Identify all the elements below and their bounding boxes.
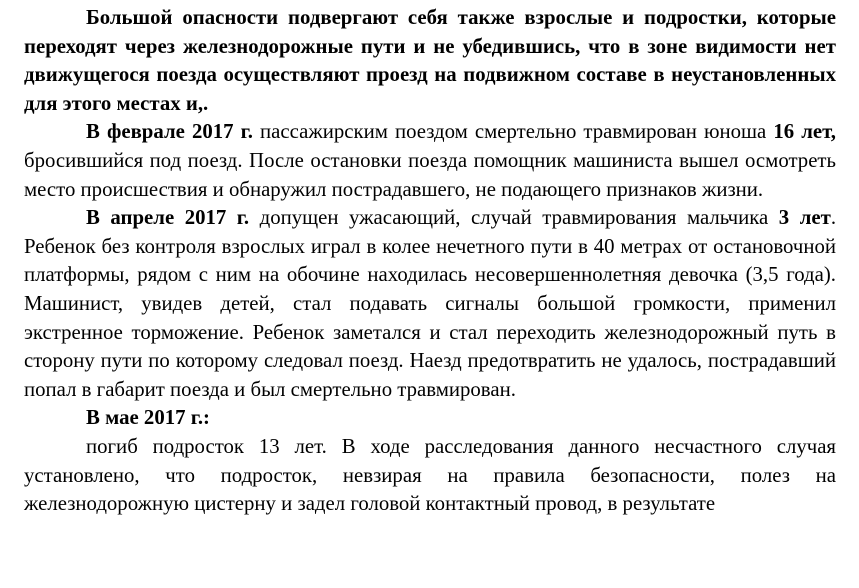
april-age: 3 лет — [778, 206, 831, 230]
intro-paragraph: Большой опасности подвергают себя также взрослые и подростки, которые переходят через железнодорожные пути и не убедившись, что в зоне видимости нет движущегося поезда осуществляют проезд на подвижном составе в неустановленных для этого местах и,. — [24, 6, 836, 115]
april-date: В апреле 2017 г. — [86, 206, 250, 230]
may-heading: В мае 2017 г.: — [86, 406, 210, 430]
february-paragraph — [24, 118, 836, 204]
april-text-1: допущен ужасающий, случай травмирования мальчика — [249, 206, 779, 230]
february-text-1: пассажирским поездом смертельно травмирован юноша — [252, 120, 774, 144]
april-text-2: . Ребенок без контроля взрослых играл в колее нечетного пути в 40 метрах от остановочной платформы, рядом с ним на обочине находилась несовершеннолетняя девочка (3,5 года). Машинист, увидев детей, стал подавать сигналы большой громкости, применил экстренное торможение. Ребенок заметался и стал переходить железнодорожный путь в сторону пути по которому следовал поезд. Наезд предотвратить не удалось, пострадавший попал в габарит поезда и был смертельно травмирован. — [24, 206, 837, 401]
february-age: 16 лет, — [773, 120, 836, 144]
april-paragraph — [24, 204, 836, 404]
document-body — [24, 4, 836, 519]
february-text-2: бросившийся под поезд. После остановки поезда помощник машиниста вышел осмотреть место происшествия и обнаружил пострадавшего, не подающего признаков жизни. — [24, 148, 836, 201]
may-paragraph: погиб подросток 13 лет. В ходе расследования данного несчастного случая установлено, что подросток, невзирая на правила безопасности, полез на железнодорожную цистерну и задел головой контактный провод, в результате — [24, 434, 836, 516]
february-date: В феврале 2017 г. — [86, 120, 253, 144]
